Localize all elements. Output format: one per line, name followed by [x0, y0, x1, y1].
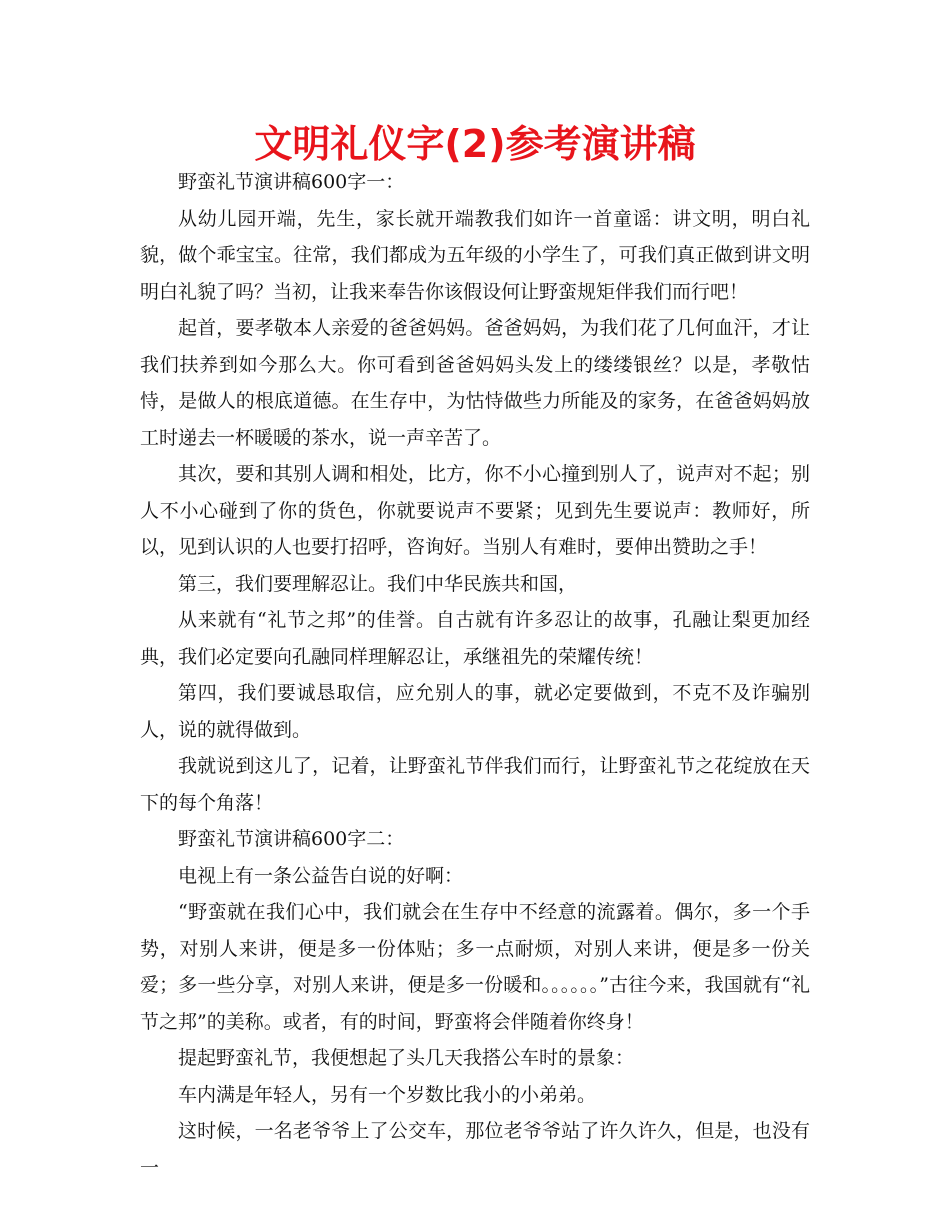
paragraph: 从幼儿园开端，先生，家长就开端教我们如许一首童谣：讲文明，明白礼貌，做个乖宝宝。往常，我们都成为五年级的小学生了，可我们真正做到讲文明明白礼貌了吗？当初，让我来奉告你该假设何让野蛮规矩伴我们而行吧！: [140, 207, 810, 303]
document-body: [140, 164, 810, 1186]
paragraph: 提起野蛮礼节，我便想起了头几天我搭公车时的景象：: [178, 1047, 635, 1069]
paragraph: 野蛮礼节演讲稿600字一：: [178, 171, 405, 193]
paragraph: 我就说到这儿了，记着，让野蛮礼节伴我们而行，让野蛮礼节之花绽放在天下的每个角落！: [140, 755, 810, 814]
paragraph: 电视上有一条公益告白说的好啊：: [178, 864, 464, 887]
paragraph: 野蛮礼节演讲稿600字二：: [178, 828, 405, 850]
paragraph: 其次，要和其别人调和相处，比方，你不小心撞到别人了，说声对不起；别人不小心碰到了你的货色，你就要说声不要紧；见到先生要说声：教师好，所以，见到认识的人也要打招呼，咨询好。当别人有难时，要伸出赞助之手！: [140, 463, 810, 558]
paragraph: 这时候，一名老爷爷上了公交车，那位老爷爷站了许久许久，但是，也没有一: [140, 1120, 810, 1179]
document-title: 文明礼仪字(2)参考演讲稿: [254, 122, 696, 166]
paragraph: 第四，我们要诚恳取信，应允别人的事，就必定要做到，不克不及诈骗别人，说的就得做到。: [140, 682, 810, 741]
paragraph: 车内满是年轻人，另有一个岁数比我小的小弟弟。: [178, 1083, 597, 1106]
paragraph: 从来就有“礼节之邦”的佳誉。自古就有许多忍让的故事，孔融让梨更加经典，我们必定要向孔融同样理解忍让，承继祖先的荣耀传统！: [140, 609, 810, 668]
paragraph: 第三，我们要理解忍让。我们中华民族共和国，: [178, 572, 578, 595]
paragraph: 起首，要孝敬本人亲爱的爸爸妈妈。爸爸妈妈，为我们花了几何血汗，才让我们扶养到如今那么大。你可看到爸爸妈妈头发上的缕缕银丝？以是，孝敬怙恃，是做人的根底道德。在生存中，为怙恃做些力所能及的家务，在爸爸妈妈放工时递去一杯暖暖的茶水，说一声辛苦了。: [140, 317, 810, 449]
paragraph: “野蛮就在我们心中，我们就会在生存中不经意的流露着。偶尔，多一个手势，对别人来讲，便是多一份体贴；多一点耐烦，对别人来讲，便是多一份关爱；多一些分享，对别人来讲，便是多一份暖和。。。。。。”古往今来，我国就有“礼节之邦”的美称。或者，有的时间，野蛮将会伴随着你终身！: [140, 901, 810, 1033]
